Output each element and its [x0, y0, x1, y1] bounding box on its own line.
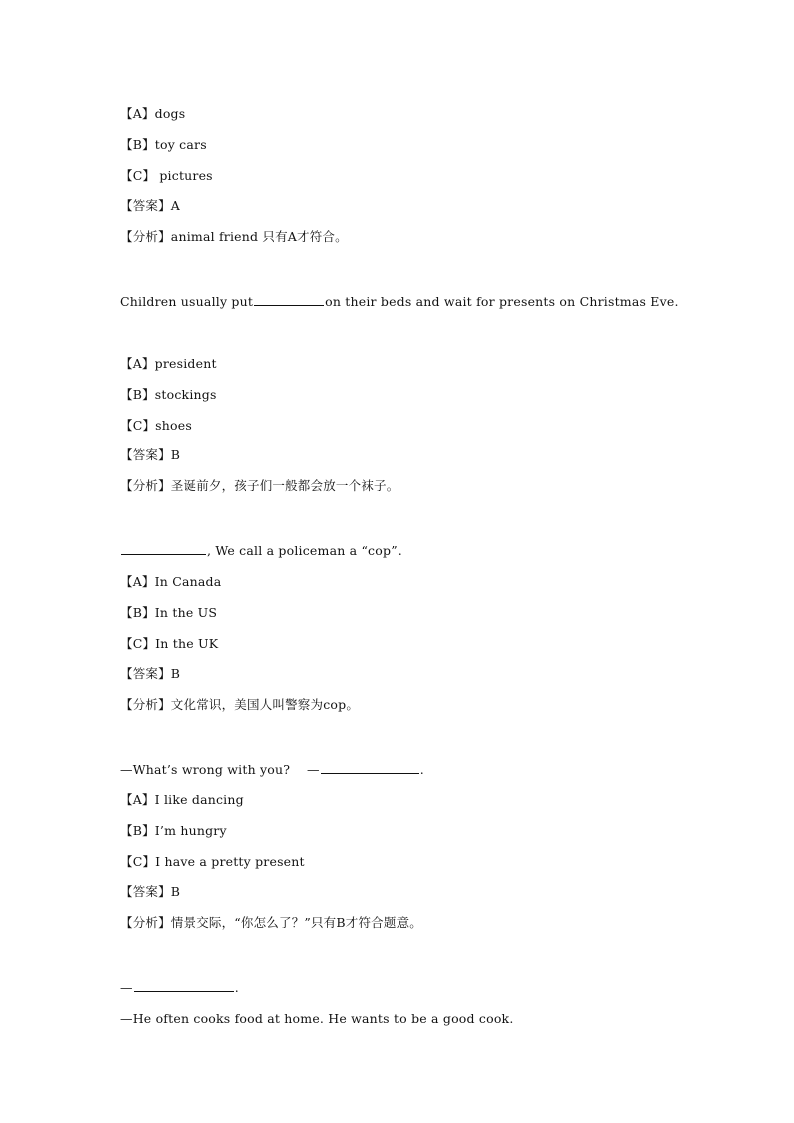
option-a: 【A】dogs: [120, 106, 186, 121]
option-a: 【A】president: [120, 356, 217, 371]
analysis: 【分析】文化常识，美国人叫警察为cop。: [120, 697, 360, 712]
answer: 【答案】B: [120, 447, 181, 462]
dialogue-line-1: — .: [120, 980, 239, 995]
option-b: 【B】toy cars: [120, 137, 207, 152]
question-stem: Children usually put on their beds and wait for presents on Christmas Eve.: [120, 294, 679, 309]
option-c: 【C】In the UK: [120, 636, 219, 651]
answer-blank: [134, 979, 234, 992]
question-stem: —What’s wrong with you? — .: [120, 762, 424, 777]
answer-blank: [121, 542, 206, 555]
option-c: 【C】 pictures: [120, 168, 213, 183]
question-stem: , We call a policeman a “cop”.: [120, 542, 402, 559]
answer: 【答案】A: [120, 198, 181, 213]
analysis: 【分析】情景交际，“你怎么了？”只有B才符合题意。: [120, 915, 422, 930]
option-b: 【B】I’m hungry: [120, 823, 227, 838]
option-c: 【C】shoes: [120, 418, 192, 433]
answer: 【答案】B: [120, 884, 181, 899]
analysis: 【分析】圣诞前夕，孩子们一般都会放一个袜子。: [120, 478, 400, 493]
dialogue-line-2: —He often cooks food at home. He wants to be a good cook.: [120, 1011, 514, 1026]
option-a: 【A】I like dancing: [120, 792, 244, 807]
answer-blank: [254, 293, 324, 306]
answer-blank: [321, 761, 419, 774]
option-b: 【B】stockings: [120, 387, 217, 402]
option-b: 【B】In the US: [120, 605, 218, 620]
analysis: 【分析】animal friend 只有A才符合。: [120, 229, 348, 244]
answer: 【答案】B: [120, 666, 181, 681]
option-a: 【A】In Canada: [120, 574, 222, 589]
option-c: 【C】I have a pretty present: [120, 854, 305, 869]
